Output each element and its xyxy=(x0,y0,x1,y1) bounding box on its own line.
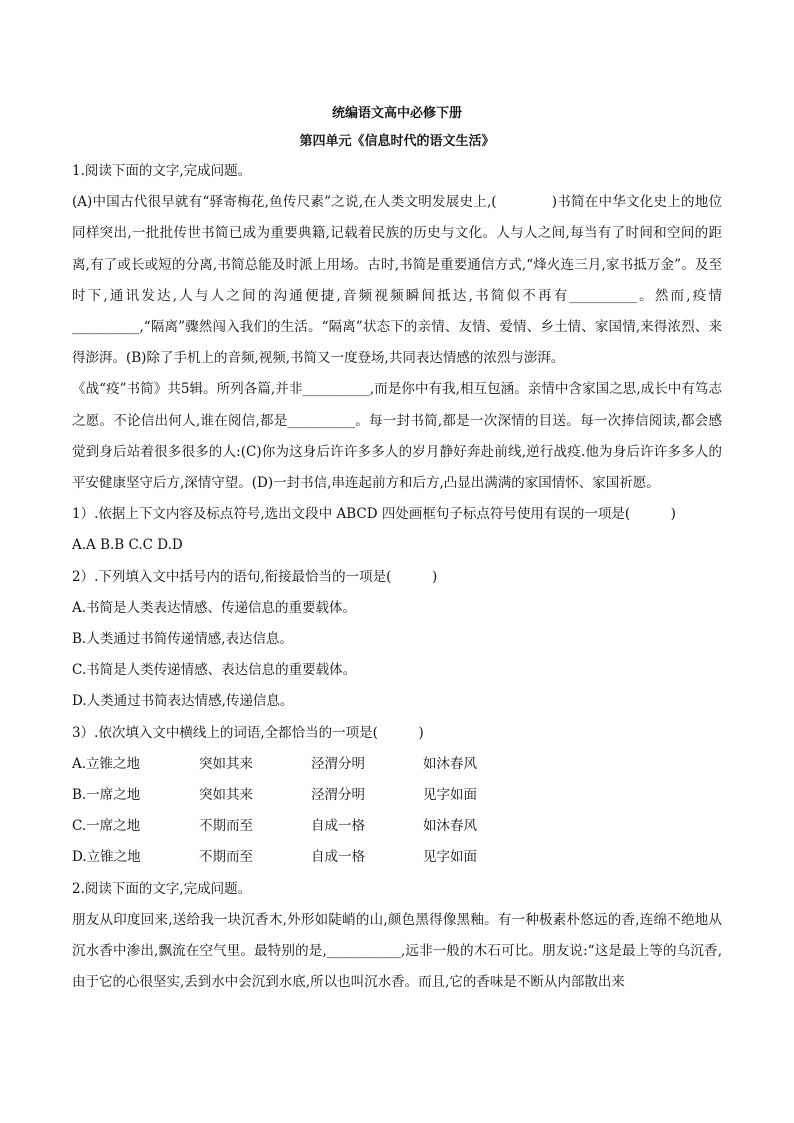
document-page xyxy=(72,100,722,998)
question-2-passage: 朋友从印度回来,送给我一块沉香木,外形如陡峭的山,颜色黑得像黑釉。有一种极素朴悠远的香,连绵不绝地从沉水香中渗出,飘流在空气里。最特别的是,___________,远非一般的木石可比。朋友说:“这是最上等的乌沉香,由于它的心很坚实,丢到水中会沉到水底,所以也叫沉水香。而且,它的香味是不断从内部散出来 xyxy=(72,911,722,991)
question-2-stem: 2.阅读下面的文字,完成问题。 xyxy=(72,880,252,897)
option-d-word-3: 自成一格 xyxy=(311,849,365,866)
option-b-word-1: B.一席之地 xyxy=(72,787,141,804)
subquestion-3-option-d xyxy=(72,842,722,873)
option-c-word-3: 自成一格 xyxy=(311,818,365,835)
subquestion-2-stem: 2）.下列填入文中括号内的语句,衔接最恰当的一项是( ) xyxy=(72,568,438,585)
subquestion-2-option-a: A.书简是人类表达情感、传递信息的重要载体。 xyxy=(72,599,357,616)
option-d-word-4: 见字如面 xyxy=(423,849,477,866)
question-1-stem: 1.阅读下面的文字,完成问题。 xyxy=(72,163,252,179)
option-a-word-3: 泾渭分明 xyxy=(311,755,365,772)
subquestion-3-stem: 3）.依次填入文中横线上的词语,全都恰当的一项是( ) xyxy=(72,724,424,741)
option-a-word-4: 如沐春风 xyxy=(423,755,477,772)
document-title: 统编语文高中必修下册 xyxy=(331,106,462,121)
subquestion-1-stem: 1）.依据上下文内容及标点符号,选出文段中 ABCD 四处画框句子标点符号使用有误的一项是( ) xyxy=(72,506,676,523)
option-d-word-2: 不期而至 xyxy=(199,849,253,866)
subquestion-2-option-c: C.书简是人类传递情感、表达信息的重要载体。 xyxy=(72,662,357,679)
option-b-word-2: 突如其来 xyxy=(199,787,253,804)
subquestion-3-option-b xyxy=(72,780,722,811)
subquestion-3-option-a xyxy=(72,749,722,780)
question-1-passage: (A)中国古代很早就有“驿寄梅花,鱼传尺素”之说,在人类文明发展史上,( )书简在中华文化史上的地位同样突出,一批批传世书简已成为重要典籍,记载着民族的历史与文化。人与人之间,每当有了时间和空间的距离,有了或长或短的分离,书简总能及时派上用场。古时,书简是重要通信方式,“烽火连三月,家书抵万金”。及至时下,通讯发达,人与人之间的沟通便捷,音频视频瞬间抵达,书简似不再有__________。然而,疫情__________,“隔离”骤然闯入我们的生活。“隔离”状态下的亲情、友情、爱情、乡土情、家国情,来得浓烈、来得澎湃。(B)除了手机上的音频,视频,书简又一度登场,共同表达情感的浓烈与澎湃。 xyxy=(72,194,722,367)
option-a-word-1: A.立锥之地 xyxy=(72,755,141,772)
subquestion-1-options: A.A B.B C.C D.D xyxy=(72,537,183,554)
option-c-word-2: 不期而至 xyxy=(199,818,253,835)
subquestion-3-option-c xyxy=(72,811,722,842)
option-b-word-4: 见字如面 xyxy=(423,787,477,804)
option-d-word-1: D.立锥之地 xyxy=(72,849,141,866)
unit-title: 第四单元《信息时代的语文生活》 xyxy=(299,134,495,149)
option-c-word-1: C.一席之地 xyxy=(72,818,141,835)
option-c-word-4: 如沐春风 xyxy=(423,818,477,835)
subquestion-2-option-b: B.人类通过书简传递情感,表达信息。 xyxy=(72,631,294,648)
option-a-word-2: 突如其来 xyxy=(199,755,253,772)
option-b-word-3: 泾渭分明 xyxy=(311,787,365,804)
question-1-passage-2: 《战“疫”书简》共5辑。所列各篇,并非__________,而是你中有我,相互包涵。亲情中含家国之思,成长中有笃志之愿。不论信出何人,谁在阅信,都是__________。每一封书简,都是一次深情的目送。每一次捧信阅读,都会感觉到身后站着很多很多的人:(C)你为这身后许许多多人的岁月静好奔赴前线,逆行战疫.他为身后许许多多人的平安健康坚守后方,深情守望。(D)一封书信,串连起前方和后方,凸显出满满的家国情怀、家国祈愿。 xyxy=(72,381,722,492)
subquestion-2-option-d: D.人类通过书简表达情感,传递信息。 xyxy=(72,693,294,710)
